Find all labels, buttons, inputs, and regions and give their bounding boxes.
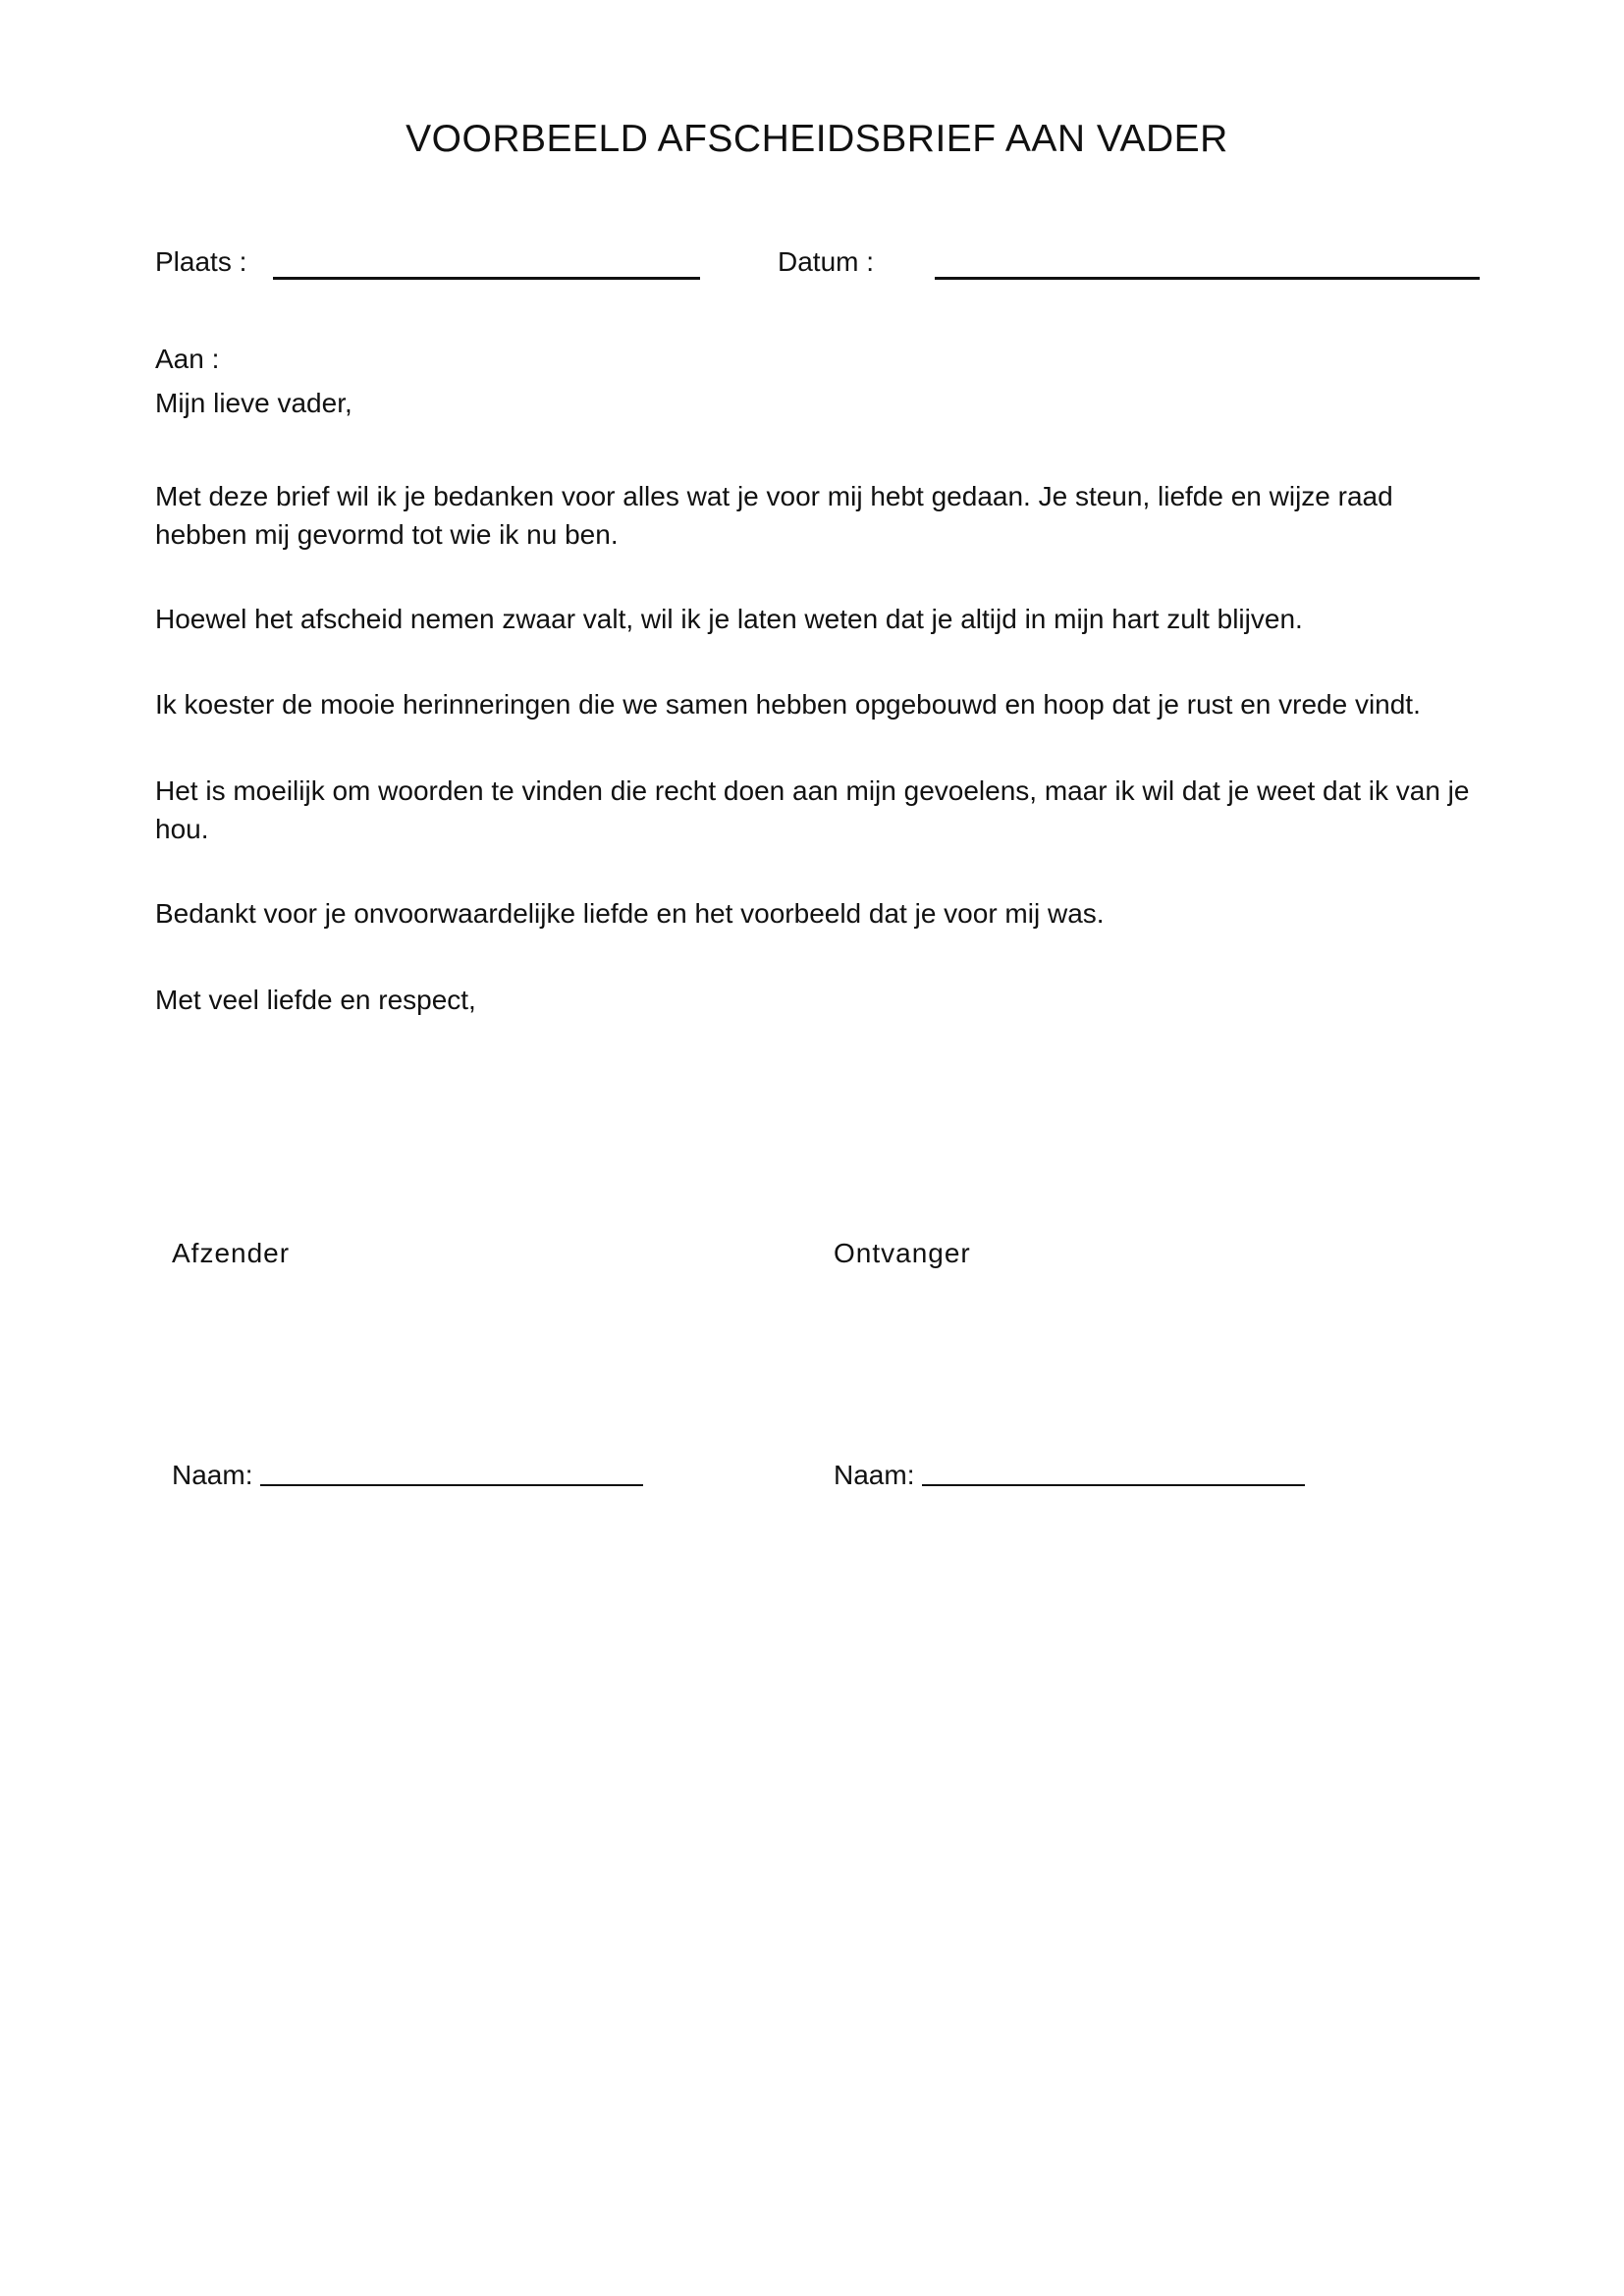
paragraph-2: Hoewel het afscheid nemen zwaar valt, wil ik je laten weten dat je altijd in mijn hart zult blijven.	[155, 604, 1303, 634]
recipient-name-label: Naam:	[834, 1460, 915, 1490]
sender-name-fill-line[interactable]	[260, 1484, 643, 1486]
closing-line: Met veel liefde en respect,	[155, 985, 476, 1015]
sender-heading: Afzender	[172, 1238, 291, 1268]
recipient-label: Aan :	[155, 344, 220, 374]
place-date-row	[155, 241, 1479, 281]
document-title: VOORBEELD AFSCHEIDSBRIEF AAN VADER	[406, 118, 1228, 160]
recipient-heading: Ontvanger	[834, 1238, 971, 1268]
sender-name-label: Naam:	[172, 1460, 253, 1490]
paragraph-3: Ik koester de mooie herinneringen die we samen hebben opgebouwd en hoop dat je rust en vrede vindt.	[155, 689, 1421, 720]
paragraph-4: Het is moeilijk om woorden te vinden die recht doen aan mijn gevoelens, maar ik wil dat je weet dat ik van je hou.	[155, 775, 1470, 844]
place-fill-line[interactable]	[273, 277, 700, 280]
date-fill-line[interactable]	[935, 277, 1480, 280]
paragraph-1: Met deze brief wil ik je bedanken voor alles wat je voor mij hebt gedaan. Je steun, liefde en wijze raad hebben mij gevormd tot wie ik nu ben.	[155, 481, 1393, 550]
place-label: Plaats :	[155, 246, 247, 277]
salutation: Mijn lieve vader,	[155, 388, 352, 418]
recipient-name-fill-line[interactable]	[922, 1484, 1305, 1486]
paragraph-5: Bedankt voor je onvoorwaardelijke liefde en het voorbeeld dat je voor mij was.	[155, 898, 1105, 929]
recipient-name-row	[834, 1459, 1305, 1492]
date-label: Datum :	[778, 246, 875, 277]
sender-name-row	[172, 1459, 643, 1492]
